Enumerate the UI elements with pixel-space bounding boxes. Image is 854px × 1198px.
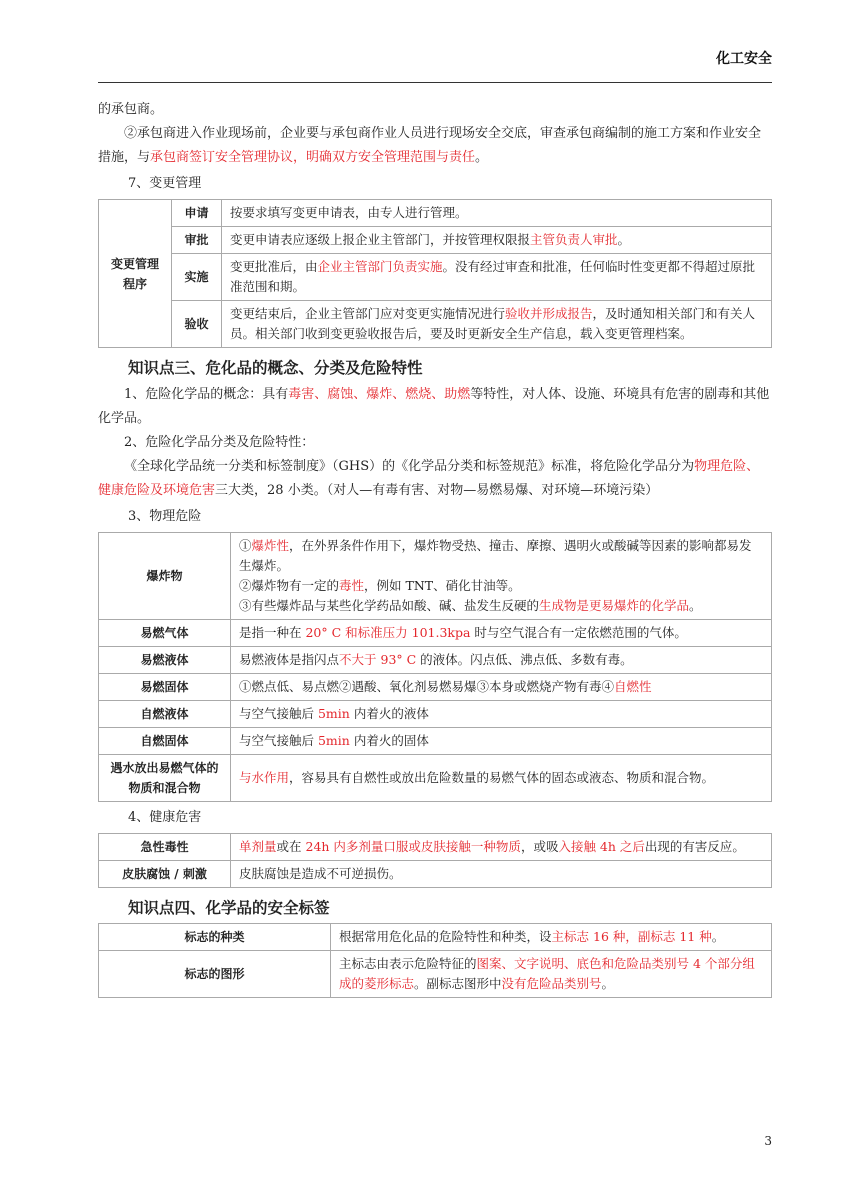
highlight-text: 物理危险、健康危险及环境危害 [98, 459, 760, 498]
highlight-text: 24h 内多剂量口服或皮肤接触一种物质 [305, 839, 521, 854]
table-row [99, 924, 772, 951]
text-span: 。没有经过审查和批准，任何临时性变更都不得超过原批准范围和期。 [230, 259, 756, 294]
row-text: 皮肤腐蚀是造成不可逆损伤。 [231, 861, 772, 888]
text-span: 。 [601, 976, 615, 991]
table-row [99, 674, 772, 701]
text-span: 与空气接触后 [239, 706, 318, 721]
text-span: 。 [689, 598, 702, 613]
explosive-item [239, 596, 763, 616]
text-span: ，及时通知相关部门和有关人员。相关部门收到变更验收报告后，要及时更新安全生产信息，载入变更管理档案。 [230, 306, 756, 341]
row-label: 标志的种类 [99, 924, 331, 951]
text-span: 变更申请表应逐级上报企业主管部门，并按管理权限报 [230, 232, 531, 247]
text-span: 时与空气混合有一定依燃范围的气体。 [470, 625, 687, 640]
explosive-item [239, 576, 763, 596]
header-divider [98, 82, 772, 83]
text-span: 内着火的固体 [349, 733, 429, 748]
row-label: 验收 [172, 301, 222, 348]
highlight-text: 没有危险品类别号 [501, 976, 602, 991]
subheading: 4、健康危害 [128, 810, 202, 825]
row-label: 皮肤腐蚀 / 刺激 [99, 861, 231, 888]
section-title: 知识点三、危化品的概念、分类及危险特性 [128, 359, 423, 377]
row-text [331, 924, 772, 951]
text-span: ，或吸 [520, 839, 559, 854]
text-span: ① [239, 538, 252, 553]
text-span: 主标志由表示危险特征的 [339, 956, 477, 971]
table-row [99, 301, 772, 348]
row-label: 申请 [172, 200, 222, 227]
explosive-item [239, 536, 763, 576]
table-row [99, 728, 772, 755]
text-span: ，例如 TNT、硝化甘油等。 [364, 578, 521, 593]
text-span: 等特性，对人体、设施、环境具有危害的剧毒和其他化学品。 [98, 387, 770, 426]
row-label: 自燃液体 [99, 701, 231, 728]
text-span: 或在 [276, 839, 306, 854]
row-label: 爆炸物 [99, 533, 231, 620]
table-row [99, 647, 772, 674]
row-label: 急性毒性 [99, 834, 231, 861]
table-row [99, 254, 772, 301]
text-span: 内着火的液体 [349, 706, 429, 721]
health-hazards-table [98, 833, 772, 888]
highlight-text: 主管负责人审批 [530, 232, 618, 247]
paragraph [98, 383, 772, 431]
highlight-text: 5min [317, 706, 350, 721]
row-label: 自燃固体 [99, 728, 231, 755]
text-span: ①燃点低、易点燃②遇酸、氧化剂易燃易爆③本身或燃烧产物有毒④ [239, 679, 615, 694]
row-text [231, 647, 772, 674]
highlight-text: 毒害、腐蚀、爆炸、燃烧、助燃 [288, 387, 471, 402]
text-span: 的液体。闪点低、沸点低、多数有毒。 [416, 652, 633, 667]
subheading: 7、变更管理 [128, 176, 202, 191]
table-row [99, 951, 772, 998]
row-label: 实施 [172, 254, 222, 301]
text-span: 三大类，28 小类。（对人—有毒有害、对物—易燃易爆、对环境—环境污染） [215, 483, 659, 498]
paragraph: 2、危险化学品分类及危险特性： [124, 435, 315, 450]
text-span: 与空气接触后 [239, 733, 318, 748]
paragraph [98, 455, 772, 503]
text-span: 易燃液体是指闪点 [239, 652, 340, 667]
row-text [231, 728, 772, 755]
table-row [99, 701, 772, 728]
row-text [231, 533, 772, 620]
row-label: 易燃液体 [99, 647, 231, 674]
section-title: 知识点四、化学品的安全标签 [128, 899, 330, 917]
highlight-text: 入接触 4h 之后 [558, 839, 645, 854]
text-span: 。 [711, 929, 725, 944]
highlight-text: 生成物是更易爆炸的化学品 [539, 598, 690, 613]
highlight-text: 验收并形成报告 [505, 306, 593, 321]
text-span: 。 [475, 150, 489, 165]
text-span: 变更批准后，由 [230, 259, 318, 274]
row-label: 标志的图形 [99, 951, 331, 998]
row-text [231, 701, 772, 728]
page-content [98, 98, 772, 1002]
highlight-text: 20° C 和标准压力 101.3kpa [305, 625, 471, 640]
row-text [231, 674, 772, 701]
row-text [222, 301, 772, 348]
text-span: 。 [617, 232, 631, 247]
highlight-text: 与水作用 [239, 770, 290, 785]
row-text [231, 834, 772, 861]
text-span: 1、危险化学品的概念：具有 [124, 387, 289, 402]
change-management-table [98, 199, 772, 348]
row-label: 遇水放出易燃气体的物质和混合物 [99, 755, 231, 802]
row-text [231, 755, 772, 802]
highlight-text: 企业主管部门负责实施 [317, 259, 443, 274]
highlight-text: 5min [317, 733, 350, 748]
highlight-text: 自燃性 [614, 679, 652, 694]
text-span: ，容易具有自燃性或放出危险数量的易燃气体的固态或液态、物质和混合物。 [289, 770, 715, 785]
paragraph [98, 122, 772, 170]
row-label: 易燃气体 [99, 620, 231, 647]
highlight-text: 主标志 16 种，副标志 11 种 [551, 929, 712, 944]
row-text [222, 254, 772, 301]
text-span: 按要求填写变更申请表，由专人进行管理。 [230, 205, 468, 220]
table-row [99, 227, 772, 254]
safety-label-table [98, 923, 772, 998]
text-span: 是指一种在 [239, 625, 306, 640]
group-label: 变更管理程序 [99, 200, 172, 348]
highlight-text: 不大于 93° C [339, 652, 417, 667]
text-span: 变更结束后，企业主管部门应对变更实施情况进行 [230, 306, 506, 321]
paragraph: 的承包商。 [98, 102, 164, 117]
table-row [99, 620, 772, 647]
highlight-text: 单剂量 [239, 839, 277, 854]
highlight-text: 图案、文字说明、底色和危险品类别号 4 个部分组成的菱形标志 [339, 956, 755, 991]
running-header-title: 化工安全 [716, 51, 772, 67]
table-row [99, 200, 772, 227]
page-number: 3 [764, 1134, 772, 1148]
text-span: 《全球化学品统一分类和标签制度》（GHS）的《化学品分类和标签规范》标准，将危险化学品分为 [124, 459, 695, 474]
highlight-text: 爆炸性 [251, 538, 290, 553]
text-span: ②承包商进入作业现场前，企业要与承包商作业人员进行现场安全交底，审查承包商编制的施工方案和作业安全措施，与 [98, 126, 762, 165]
highlight-text: 承包商签订安全管理协议，明确双方安全管理范围与责任 [150, 150, 476, 165]
row-text [222, 200, 772, 227]
table-row [99, 834, 772, 861]
row-label: 审批 [172, 227, 222, 254]
text-span: ②爆炸物有一定的 [239, 578, 340, 593]
table-row [99, 861, 772, 888]
text-span: 根据常用危化品的危险特性和种类，设 [339, 929, 552, 944]
physical-hazards-table [98, 532, 772, 802]
table-row [99, 533, 772, 620]
subheading: 3、物理危险 [128, 509, 202, 524]
text-span: 出现的有害反应。 [644, 839, 745, 854]
row-text [222, 227, 772, 254]
row-text [231, 620, 772, 647]
text-span: ，在外界条件作用下，爆炸物受热、撞击、摩擦、遇明火或酸碱等因素的影响都易发生爆炸。 [239, 538, 752, 573]
text-span: ③有些爆炸品与某些化学药品如酸、碱、盐发生反硬的 [239, 598, 540, 613]
row-label: 易燃固体 [99, 674, 231, 701]
highlight-text: 毒性 [339, 578, 365, 593]
row-text [331, 951, 772, 998]
table-row [99, 755, 772, 802]
text-span: 。副标志图形中 [414, 976, 502, 991]
